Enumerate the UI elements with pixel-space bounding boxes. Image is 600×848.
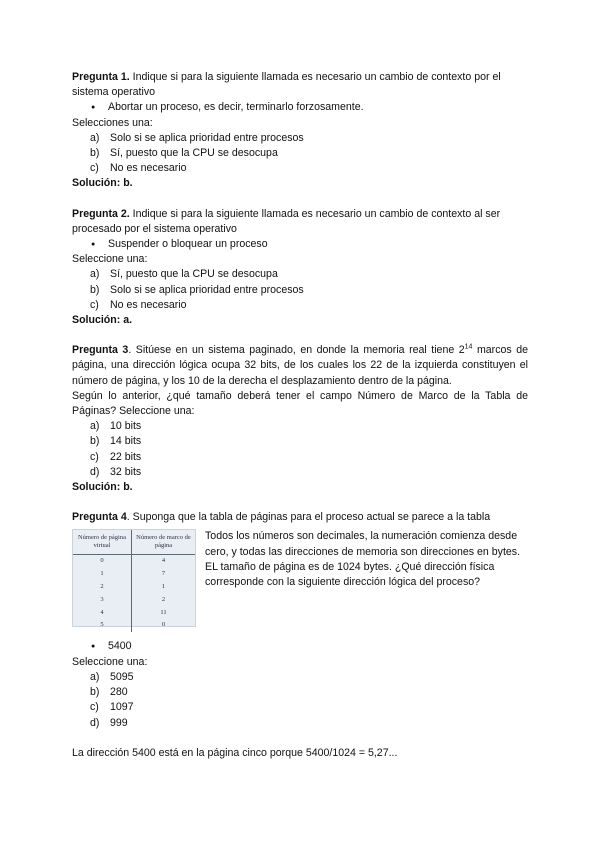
page-table-image — [72, 529, 196, 627]
table-row: 0 4 — [73, 555, 195, 568]
question-3-statement: Pregunta 3. Sitúese en un sistema paginado, en donde la memoria real tiene $2^{14}$ marcos de página, una dirección lógica ocupa 32 bits, de los cuales los 22 de la izquierda constituyen el número de página, y los 10 de la derecha el desplazamiento dentro de la página. — [72, 343, 528, 387]
question-2-label: Pregunta 2. — [72, 207, 130, 220]
question-3-text2: Según lo anterior, ¿qué tamaño deberá tener el campo Número de Marco de la Tabla de Páginas? Seleccione una: — [72, 389, 528, 418]
question-3-option-d: d) 32 bits — [90, 465, 142, 478]
question-2 — [72, 207, 528, 329]
table-row: 3 2 — [73, 594, 195, 607]
question-2-text: Indique si para la siguiente llamada es necesario un cambio de contexto al ser procesado por el sistema operativo — [72, 207, 501, 235]
question-2-option-c: c) No es necesario — [90, 298, 187, 311]
question-4-bullet: ● 5400 — [72, 639, 528, 654]
question-4-side-text: Todos los números son decimales, la numeración comienza desde cero, y todas las direcciones de memoria son direcciones en bytes. EL tamaño de página es de 1024 bytes. ¿Qué dirección física corresponde con la siguiente dirección lógica del proceso? — [205, 530, 521, 589]
question-2-solution: Solución: a. — [72, 314, 133, 327]
question-1-text: Indique si para la siguiente llamada es necesario un cambio de contexto por el sistema operativo — [72, 71, 501, 99]
question-4-statement: Pregunta 4. Suponga que la tabla de páginas para el proceso actual se parece a la tabla — [72, 511, 491, 524]
question-1-option-a: a) Solo si se aplica prioridad entre procesos — [90, 131, 304, 144]
question-3-option-b: b) 14 bits — [90, 435, 142, 448]
table-row: 2 1 — [73, 581, 195, 594]
question-4-option-d: d) 999 — [90, 716, 128, 729]
question-1-option-c: c) No es necesario — [90, 162, 187, 175]
question-4-option-a: a) 5095 — [90, 670, 134, 683]
question-4-option-b: b) 280 — [90, 686, 128, 699]
question-1-bullet: ● Abortar un proceso, es decir, terminarlo forzosamente. — [72, 100, 528, 115]
question-4-prompt: Seleccione una: — [72, 655, 148, 668]
question-3-solution: Solución: b. — [72, 481, 133, 494]
question-4-label: Pregunta 4 — [72, 511, 127, 524]
question-2-statement — [72, 207, 528, 237]
question-1-label: Pregunta 1. — [72, 71, 130, 83]
question-4 — [72, 510, 528, 761]
document-page — [72, 70, 528, 776]
question-2-bullet: ● Suspender o bloquear un proceso — [72, 237, 528, 252]
page-table-header-frame: Número de marco de página — [131, 530, 195, 555]
page-table-header-virtual: Número de página virtual — [73, 530, 131, 555]
question-1-solution: Solución: b. — [72, 177, 133, 190]
question-1-prompt: Selecciones una: — [72, 116, 153, 129]
question-3-option-c: c) 22 bits — [90, 450, 142, 463]
table-row: 4 11 — [73, 607, 195, 620]
question-3-exponent: 14 — [464, 343, 473, 351]
table-row: 5 0 — [73, 619, 195, 632]
question-1-statement — [72, 70, 528, 100]
question-1-option-b: b) Sí, puesto que la CPU se desocupa — [90, 147, 278, 160]
table-row: 1 7 — [73, 568, 195, 581]
question-2-option-b: b) Solo si se aplica prioridad entre procesos — [90, 283, 304, 296]
question-4-option-c: c) 1097 — [90, 701, 134, 714]
question-1 — [72, 70, 528, 192]
question-3-option-a: a) 10 bits — [90, 420, 142, 433]
question-3-label: Pregunta 3 — [72, 344, 129, 357]
question-3 — [72, 343, 528, 495]
question-4-note: La dirección 5400 está en la página cinco porque 5400/1024 = 5,27... — [72, 746, 398, 759]
question-2-prompt: Seleccione una: — [72, 253, 148, 266]
question-2-option-a: a) Sí, puesto que la CPU se desocupa — [90, 268, 278, 281]
